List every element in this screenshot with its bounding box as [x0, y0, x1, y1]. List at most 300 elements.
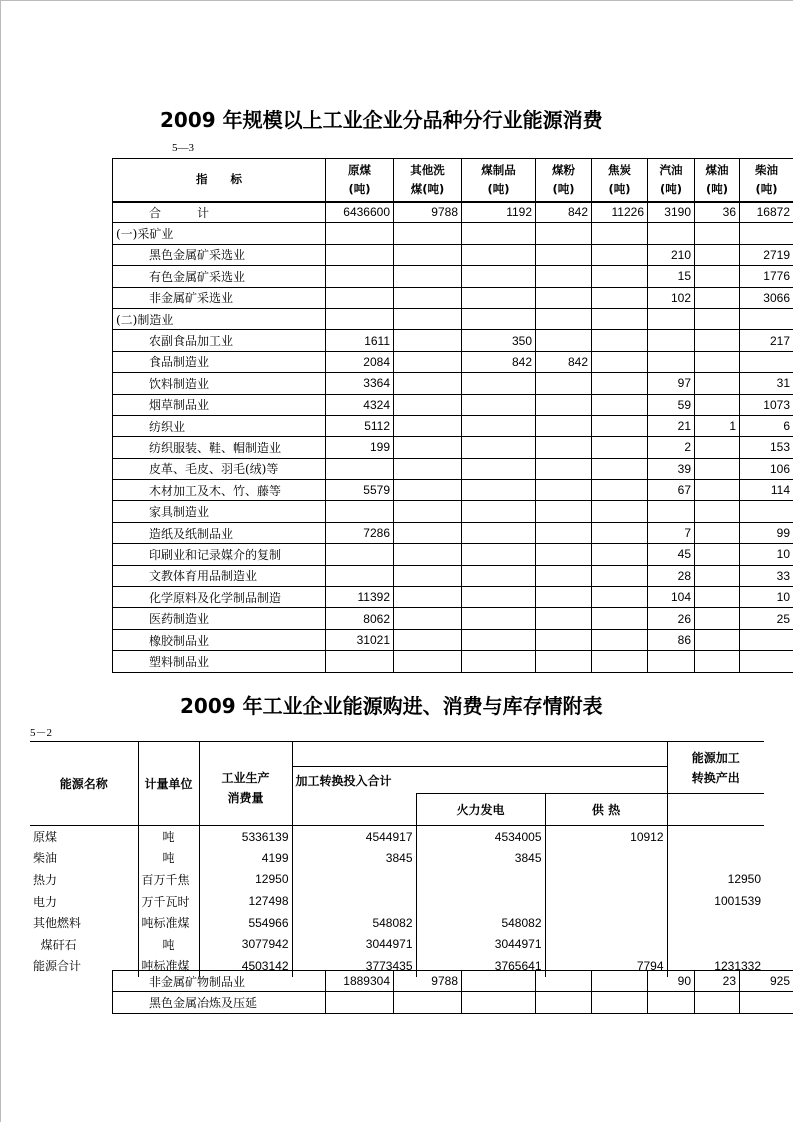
table-cell — [592, 565, 648, 586]
table-row — [113, 501, 793, 522]
table-cell — [394, 308, 462, 329]
table-cell — [536, 544, 592, 565]
table-cell: 11392 — [326, 587, 394, 608]
table-cell — [394, 394, 462, 415]
table-cell: 106 — [740, 458, 793, 479]
table-cell: 36 — [695, 202, 740, 223]
table-cell: 548082 — [416, 912, 545, 934]
table-cell — [462, 522, 536, 543]
table-row — [113, 587, 793, 608]
table-cell: 4199 — [199, 847, 292, 869]
table-row — [113, 351, 793, 372]
table-cell — [462, 651, 536, 672]
table-cell: 2719 — [740, 244, 793, 265]
header-index: 指 标 — [113, 159, 326, 202]
row-label: 木材加工及木、竹、藤等 — [113, 480, 326, 501]
table-row — [113, 544, 793, 565]
row-label: 印刷业和记录媒介的复制 — [113, 544, 326, 565]
table-cell — [536, 308, 592, 329]
table-cell — [462, 608, 536, 629]
table-cell — [667, 847, 764, 869]
table-cell: 33 — [740, 565, 793, 586]
table-cell — [592, 287, 648, 308]
table1-header-row — [113, 159, 793, 202]
table-cell — [462, 223, 536, 244]
row-label: 医药制造业 — [113, 608, 326, 629]
table-cell — [394, 351, 462, 372]
table-cell: 3190 — [648, 202, 695, 223]
energy-unit: 吨 — [138, 826, 199, 848]
header-raw-coal: 原煤 (吨) — [326, 159, 394, 202]
table-cell: 842 — [462, 351, 536, 372]
t2-header-thermal: 火力发电 — [416, 794, 545, 826]
table-cell — [592, 415, 648, 436]
energy-name: 煤矸石 — [33, 937, 77, 952]
table-cell: 5579 — [326, 480, 394, 501]
table-cell: 26 — [648, 608, 695, 629]
table-cell — [536, 629, 592, 650]
table-cell: 3773435 — [292, 955, 416, 977]
table-cell — [740, 223, 793, 244]
table-cell: 31021 — [326, 629, 394, 650]
table-cell — [536, 587, 592, 608]
table-cell — [695, 522, 740, 543]
table-cell — [536, 223, 592, 244]
table-cell — [394, 287, 462, 308]
table-cell — [695, 992, 740, 1013]
table-cell: 350 — [462, 330, 536, 351]
table-cell: 8062 — [326, 608, 394, 629]
row-label: 化学原料及化学制品制造 — [113, 587, 326, 608]
table-cell — [695, 287, 740, 308]
table-cell: 842 — [536, 202, 592, 223]
table-cell — [536, 415, 592, 436]
table-cell: 59 — [648, 394, 695, 415]
table-cell — [394, 544, 462, 565]
table-cell — [536, 287, 592, 308]
row-label: 烟草制品业 — [113, 394, 326, 415]
table-cell: 3077942 — [199, 933, 292, 955]
table-cell — [695, 266, 740, 287]
energy-name: 电力 — [33, 894, 58, 909]
table-cell — [695, 308, 740, 329]
table-cell: 86 — [648, 629, 695, 650]
table-cell: 3845 — [416, 847, 545, 869]
table-cell — [545, 933, 667, 955]
table-cell — [592, 351, 648, 372]
table-cell — [592, 544, 648, 565]
table-row — [113, 629, 793, 650]
table-cell — [648, 330, 695, 351]
table-row — [113, 202, 793, 223]
row-label: 纺织业 — [113, 415, 326, 436]
table-cell — [536, 458, 592, 479]
table-cell: 10912 — [545, 826, 667, 848]
t2-header-conversion-output: 能源加工 转换产出 — [667, 742, 764, 794]
table-cell — [667, 933, 764, 955]
table-cell — [326, 244, 394, 265]
table-cell — [695, 651, 740, 672]
table-row — [113, 565, 793, 586]
table-cell: 4324 — [326, 394, 394, 415]
table-cell: 31 — [740, 373, 793, 394]
table-cell: 25 — [740, 608, 793, 629]
table-cell — [326, 565, 394, 586]
energy-unit: 吨标准煤 — [138, 955, 199, 977]
table-row — [30, 912, 764, 934]
t2-header-energy-name: 能源名称 — [30, 742, 138, 826]
table-cell: 1889304 — [326, 971, 394, 992]
table-cell: 5336139 — [199, 826, 292, 848]
table-cell — [536, 244, 592, 265]
table-cell: 3364 — [326, 373, 394, 394]
table-cell — [394, 330, 462, 351]
table-cell: 97 — [648, 373, 695, 394]
energy-purchase-table — [30, 741, 764, 977]
table-cell — [695, 565, 740, 586]
table-cell: 1231332 — [714, 958, 762, 973]
table-cell — [648, 992, 695, 1013]
table-row — [113, 330, 793, 351]
table-cell — [740, 629, 793, 650]
table-cell: 7 — [648, 522, 695, 543]
table-cell: 925 — [740, 971, 793, 992]
row-label: 黑色金属矿采选业 — [113, 244, 326, 265]
table-cell: 9788 — [394, 971, 462, 992]
table-cell — [592, 992, 648, 1013]
table-cell — [648, 351, 695, 372]
table-cell — [462, 971, 536, 992]
table-cell: 21 — [648, 415, 695, 436]
table-cell — [695, 608, 740, 629]
table-row — [30, 869, 764, 891]
table-cell — [695, 394, 740, 415]
table-cell — [326, 266, 394, 287]
table-cell: 2084 — [326, 351, 394, 372]
table-cell — [667, 912, 764, 934]
table-cell: 15 — [648, 266, 695, 287]
table-row — [113, 373, 793, 394]
table-cell: 153 — [740, 437, 793, 458]
table-cell — [740, 992, 793, 1013]
table-cell — [416, 890, 545, 912]
table-row — [113, 223, 793, 244]
table-cell — [592, 437, 648, 458]
row-label: 家具制造业 — [113, 501, 326, 522]
table-cell — [695, 223, 740, 244]
table1-code: 5—3 — [172, 142, 194, 154]
table-cell — [536, 394, 592, 415]
energy-consumption-table — [112, 158, 793, 673]
table-cell — [536, 501, 592, 522]
energy-name: 原煤 — [30, 826, 138, 848]
table-cell: 6436600 — [326, 202, 394, 223]
table-cell: 10 — [740, 544, 793, 565]
header-diesel: 柴油 (吨) — [740, 159, 793, 202]
header-coal-products: 煤制品 (吨) — [462, 159, 536, 202]
table-row — [30, 933, 764, 955]
table-row — [113, 458, 793, 479]
header-kerosene: 煤油 (吨) — [695, 159, 740, 202]
table-cell — [695, 437, 740, 458]
table-cell — [592, 480, 648, 501]
table-cell — [592, 458, 648, 479]
table-cell — [394, 501, 462, 522]
table-cell: 11226 — [592, 202, 648, 223]
table-cell — [545, 912, 667, 934]
row-label: 塑料制品业 — [113, 651, 326, 672]
table-cell: 554966 — [199, 912, 292, 934]
table-cell: 3044971 — [416, 933, 545, 955]
table-cell — [394, 522, 462, 543]
table-cell — [545, 869, 667, 891]
t2-header-consumption: 工业生产 消费量 — [199, 742, 292, 826]
table-cell — [536, 992, 592, 1013]
table-cell — [394, 565, 462, 586]
table-row — [113, 992, 793, 1013]
t2-header-blank — [292, 742, 667, 767]
table-cell — [536, 480, 592, 501]
header-coke: 焦炭 (吨) — [592, 159, 648, 202]
table-cell — [394, 437, 462, 458]
table-cell: 99 — [740, 522, 793, 543]
table-cell — [695, 244, 740, 265]
table-cell: 3066 — [740, 287, 793, 308]
table-cell — [292, 890, 416, 912]
table-cell: 4544917 — [292, 826, 416, 848]
table-cell — [592, 522, 648, 543]
table-cell — [462, 544, 536, 565]
table-cell: 90 — [648, 971, 695, 992]
table-cell — [592, 501, 648, 522]
energy-name: 柴油 — [33, 851, 58, 866]
table-cell — [536, 522, 592, 543]
table-cell: 5112 — [326, 415, 394, 436]
table-cell — [462, 587, 536, 608]
table-cell — [536, 330, 592, 351]
table-cell — [695, 587, 740, 608]
row-label: (二)制造业 — [113, 308, 326, 329]
table-cell — [695, 544, 740, 565]
table-cell — [462, 287, 536, 308]
header-coal-powder: 煤粉 (吨) — [536, 159, 592, 202]
table-cell: 67 — [648, 480, 695, 501]
table-cell — [394, 587, 462, 608]
table-cell — [462, 458, 536, 479]
table-cell — [592, 330, 648, 351]
t2-header-unit: 计量单位 — [138, 742, 199, 826]
table-cell — [695, 373, 740, 394]
table-cell: 1192 — [462, 202, 536, 223]
row-label: 文教体育用品制造业 — [113, 565, 326, 586]
table-cell: 39 — [648, 458, 695, 479]
table-cell — [592, 608, 648, 629]
table-cell — [695, 480, 740, 501]
table-cell: 23 — [695, 971, 740, 992]
table-cell: 199 — [326, 437, 394, 458]
table-cell — [592, 651, 648, 672]
energy-name: 热力 — [33, 872, 58, 887]
table-cell — [462, 629, 536, 650]
row-label: 合 计 — [113, 202, 326, 223]
table-cell — [394, 415, 462, 436]
table-cell — [536, 651, 592, 672]
table-cell — [740, 651, 793, 672]
energy-unit: 吨标准煤 — [138, 912, 199, 934]
table-cell — [740, 501, 793, 522]
row-label: 有色金属矿采选业 — [113, 266, 326, 287]
table-cell — [394, 373, 462, 394]
table-row — [113, 437, 793, 458]
table-cell — [394, 266, 462, 287]
table-cell: 10 — [740, 587, 793, 608]
table-cell: 16872 — [740, 202, 793, 223]
table-cell: 1776 — [740, 266, 793, 287]
table-cell: 45 — [648, 544, 695, 565]
table-cell — [740, 351, 793, 372]
table-cell: 1073 — [740, 394, 793, 415]
table-cell — [394, 244, 462, 265]
table-cell — [648, 308, 695, 329]
header-gasoline: 汽油 (吨) — [648, 159, 695, 202]
table-row — [113, 394, 793, 415]
t2-header-input-spacer — [292, 794, 416, 826]
table-cell: 2 — [648, 437, 695, 458]
row-label: 纺织服装、鞋、帽制造业 — [113, 437, 326, 458]
table-cell: 6 — [740, 415, 793, 436]
table2-title: 2009 年工业企业能源购进、消费与库存情附表 — [180, 694, 603, 718]
table-cell — [394, 480, 462, 501]
table-cell — [462, 480, 536, 501]
table-cell: 9788 — [394, 202, 462, 223]
table-row — [113, 415, 793, 436]
table-cell — [536, 608, 592, 629]
table-cell: 1 — [695, 415, 740, 436]
table-cell — [394, 992, 462, 1013]
table-row — [113, 287, 793, 308]
table-cell — [292, 869, 416, 891]
table-cell — [592, 223, 648, 244]
table-cell — [326, 308, 394, 329]
table-cell: 4503142 — [199, 955, 292, 977]
table-cell — [545, 847, 667, 869]
table-cell — [462, 437, 536, 458]
row-label: 橡胶制品业 — [113, 629, 326, 650]
row-label: 黑色金属冶炼及压延 — [113, 992, 326, 1013]
table-row — [113, 522, 793, 543]
table-row — [113, 608, 793, 629]
table-cell — [462, 244, 536, 265]
table-row — [113, 971, 793, 992]
table-row — [113, 651, 793, 672]
table-cell — [592, 308, 648, 329]
row-label: 非金属矿物制品业 — [113, 971, 326, 992]
row-label: 皮革、毛皮、羽毛(绒)等 — [113, 458, 326, 479]
table-cell: 548082 — [292, 912, 416, 934]
table-cell — [462, 394, 536, 415]
table-cell — [536, 266, 592, 287]
table-row — [113, 266, 793, 287]
table2-code: 5－2 — [30, 727, 52, 739]
table-cell: 842 — [536, 351, 592, 372]
table-cell — [394, 629, 462, 650]
table-cell — [695, 501, 740, 522]
table-cell — [592, 394, 648, 415]
table-cell — [695, 629, 740, 650]
table-cell — [592, 244, 648, 265]
table-cell — [648, 223, 695, 244]
table-cell: 7794 — [545, 955, 667, 977]
table-cell — [592, 971, 648, 992]
table-cell: 3845 — [292, 847, 416, 869]
table-cell — [462, 501, 536, 522]
table-cell — [592, 629, 648, 650]
energy-consumption-table-continued — [112, 970, 793, 1014]
table-cell — [740, 308, 793, 329]
table-cell — [462, 308, 536, 329]
table-cell — [536, 565, 592, 586]
table-cell — [326, 501, 394, 522]
row-label: 饮料制造业 — [113, 373, 326, 394]
table-cell: 104 — [648, 587, 695, 608]
table-cell — [416, 869, 545, 891]
table-row — [30, 890, 764, 912]
row-label: 造纸及纸制品业 — [113, 522, 326, 543]
table-row — [30, 826, 764, 848]
table-cell: 127498 — [199, 890, 292, 912]
table-cell: 1001539 — [714, 894, 762, 909]
table-row — [30, 847, 764, 869]
table-cell: 7286 — [326, 522, 394, 543]
table-cell — [695, 351, 740, 372]
table-cell — [545, 890, 667, 912]
t2-header-output-spacer — [667, 794, 764, 826]
table-cell — [462, 415, 536, 436]
table-row — [113, 308, 793, 329]
table-cell — [592, 266, 648, 287]
table-cell — [394, 223, 462, 244]
table-cell — [462, 565, 536, 586]
table-cell — [326, 223, 394, 244]
table-cell — [536, 373, 592, 394]
row-label: 农副食品加工业 — [113, 330, 326, 351]
row-label: (一)采矿业 — [113, 223, 326, 244]
energy-name: 其他燃料 — [33, 916, 82, 931]
table-cell: 217 — [740, 330, 793, 351]
t2-header-input-total: 加工转换投入合计 — [292, 766, 667, 793]
table-cell — [326, 992, 394, 1013]
table-cell — [326, 544, 394, 565]
table-cell — [667, 826, 764, 848]
table-cell: 1611 — [326, 330, 394, 351]
table-cell — [592, 587, 648, 608]
table-row — [113, 480, 793, 501]
row-label: 非金属矿采选业 — [113, 287, 326, 308]
table-cell — [394, 608, 462, 629]
table-cell — [394, 651, 462, 672]
table-cell — [695, 330, 740, 351]
table-cell: 114 — [740, 480, 793, 501]
table-cell — [462, 992, 536, 1013]
energy-unit: 百万千焦 — [138, 869, 199, 891]
table-cell — [536, 437, 592, 458]
table-cell — [536, 971, 592, 992]
energy-unit: 吨 — [138, 847, 199, 869]
energy-name: 能源合计 — [33, 959, 82, 974]
table-cell: 210 — [648, 244, 695, 265]
table-cell — [326, 458, 394, 479]
table-cell: 3765641 — [416, 955, 545, 977]
